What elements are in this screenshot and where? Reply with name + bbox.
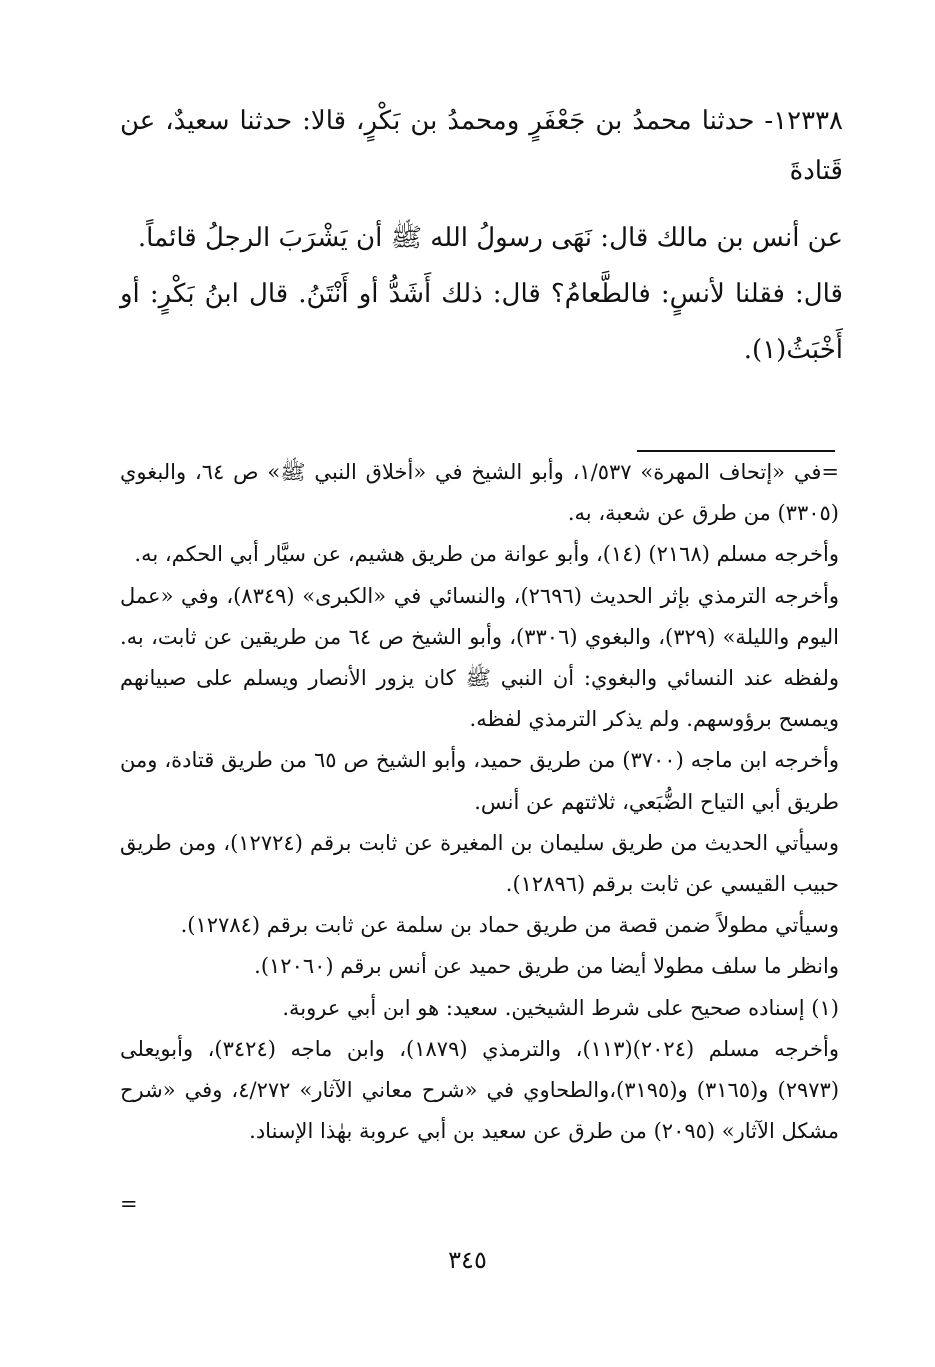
hadith-isnad: ١٢٣٣٨- حدثنا محمدُ بن جَعْفَرٍ ومحمدُ بن بَكْرٍ، قالا: حدثنا سعيدٌ، عن قَتادةَ — [120, 106, 843, 186]
footnote-paragraph: وسيأتي الحديث من طريق سليمان بن المغيرة عن ثابت برقم (١٢٧٢٤)، ومن طريق حبيب القيسي عن ثابت برقم (١٢٨٩٦). — [120, 830, 839, 897]
footnote-paragraph: وأخرجه مسلم (٢٠٢٤)(١١٣)، والترمذي (١٨٧٩)، وابن ماجه (٣٤٢٤)، وأبويعلى (٢٩٧٣) و(٣١٦٥) و(٣١٩٥)،والطحاوي في «شرح معاني الآثار» ٤/٢٧٢، وفي «شرح مشكل الآثار» (٢٠٩٥) من طرق عن سعيد بن أبي عروبة بهٰذا الإسناد. — [120, 1036, 840, 1144]
hadith-matn: عن أنس بن مالك قال: نَهَى رسولُ الله ﷺ أن يَشْرَبَ الرجلُ قائماً. — [137, 223, 843, 253]
hadith-narration: قال: فقلنا لأنسٍ: فالطَّعامُ؟ قال: ذلك أَشَدُّ أو أَنْتَنُ. قال ابنُ بَكْرٍ: أو أَخْبَثُ(١). — [120, 279, 843, 365]
footnote-paragraph: وسيأتي مطولاً ضمن قصة من طريق حماد بن سلمة عن ثابت برقم (١٢٧٨٤). — [180, 913, 839, 938]
footnote-paragraph: وأخرجه ابن ماجه (٣٧٠٠) من طريق حميد، وأبو الشيخ ص ٦٥ من طريق قتادة، ومن طريق أبي التياح الضُّبَعي، ثلاثتهم عن أنس. — [120, 748, 839, 814]
footnote-paragraph: (١) إسناده صحيح على شرط الشيخين. سعيد: هو ابن أبي عروبة. — [282, 995, 839, 1020]
footnote-paragraph: =في «إتحاف المهرة» ١/٥٣٧، وأبو الشيخ في «أخلاق النبي ﷺ» ص ٦٤، والبغوي (٣٣٠٥) من طرق عن شعبة، به. — [120, 460, 839, 526]
footnote-paragraph: وأخرجه مسلم (٢١٦٨) (١٤)، وأبو عوانة من طريق هشيم، عن سيَّار أبي الحكم، به. — [134, 542, 839, 567]
footnotes — [120, 452, 839, 1152]
page-number: ٣٤٥ — [448, 1246, 487, 1274]
footnote-paragraph: وأخرجه الترمذي بإثر الحديث (٢٦٩٦)، والنسائي في «الكبرى» (٨٣٤٩)، وفي «عمل اليوم والليلة» (٣٢٩)، والبغوي (٣٣٠٦)، وأبو الشيخ ص ٦٤ من طريقين عن ثابت، به. ولفظه عند النسائي والبغوي: أن النبي ﷺ كان يزور الأنصار ويسلم على صبيانهم ويمسح برؤوسهم. ولم يذكر الترمذي لفظه. — [120, 583, 840, 732]
continuation-mark: = — [120, 1192, 138, 1216]
footnote-paragraph: وانظر ما سلف مطولا أيضا من طريق حميد عن أنس برقم (١٢٠٦٠). — [254, 954, 839, 979]
main-text — [120, 96, 843, 378]
